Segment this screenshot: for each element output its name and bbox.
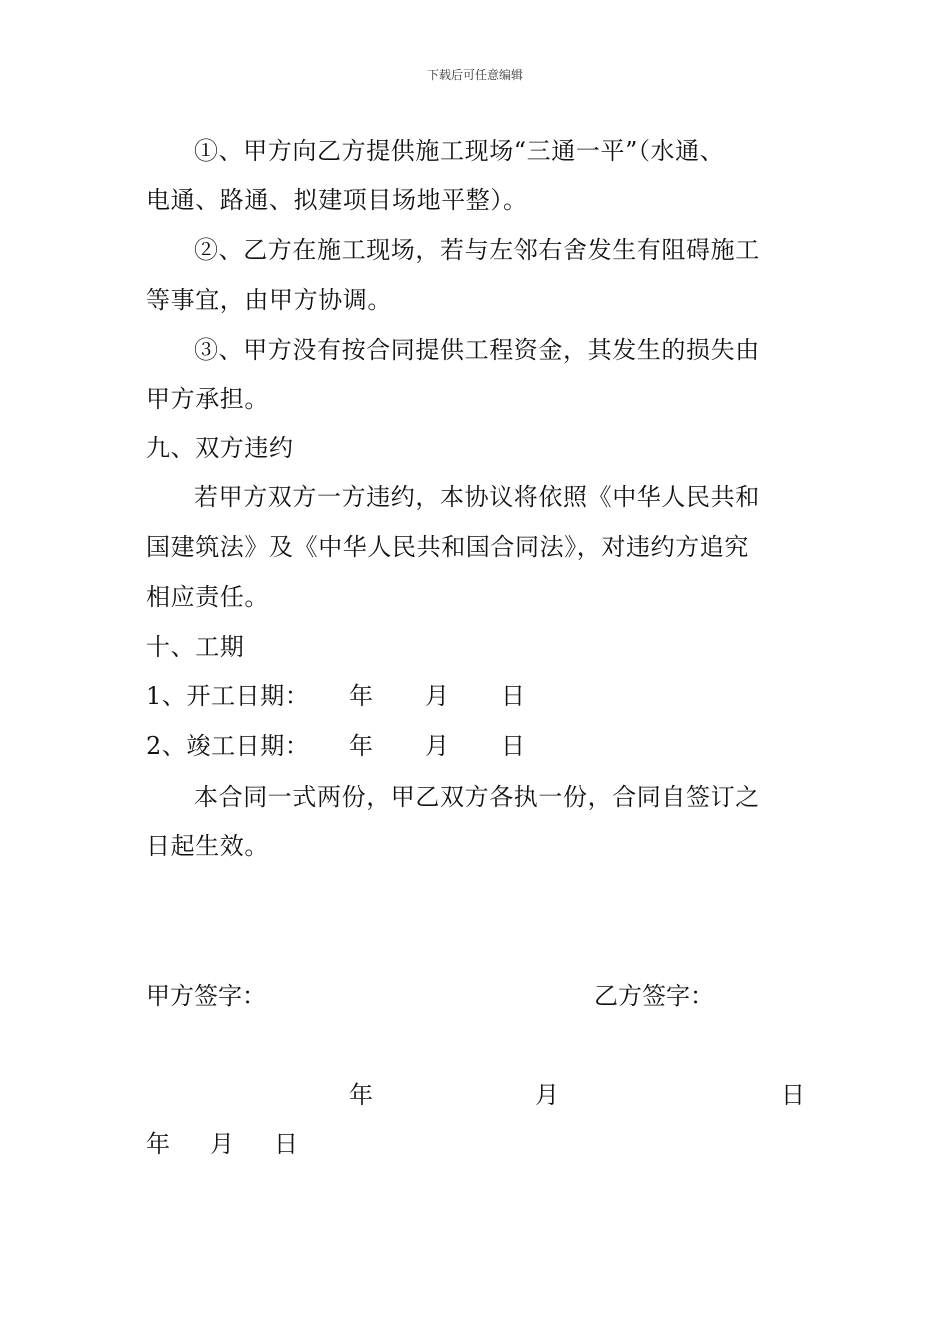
clause-1-line-2: 电通、路通、拟建项目场地平整）。	[146, 186, 528, 214]
party-a-signature-label: 甲方签字：	[146, 982, 266, 1010]
header-note: 下载后可任意编辑	[426, 68, 523, 82]
section-10-title: 十、工期	[146, 633, 245, 661]
end-date-day: 日	[501, 732, 525, 760]
clause-3-line-2: 甲方承担。	[146, 385, 269, 413]
end-date-month: 月	[425, 732, 449, 760]
party-b-date-year: 年	[349, 1081, 373, 1109]
start-date-month: 月	[425, 682, 449, 710]
end-date-year: 年	[349, 732, 373, 760]
party-a-date-year: 年	[146, 1130, 170, 1158]
party-b-date-day: 日	[781, 1081, 805, 1109]
clause-2-line-1: ②、乙方在施工现场，若与左邻右舍发生有阻碍施工	[194, 236, 760, 264]
party-b-signature-label: 乙方签字：	[594, 982, 714, 1010]
clause-3-line-1: ③、甲方没有按合同提供工程资金，其发生的损失由	[194, 336, 760, 364]
copies-line-2: 日起生效。	[146, 832, 269, 860]
clause-2-line-2: 等事宜，由甲方协调。	[146, 286, 392, 314]
copies-line-1: 本合同一式两份，甲乙双方各执一份，合同自签订之	[194, 783, 760, 811]
section-9-title: 九、双方违约	[146, 434, 294, 462]
clause-1-line-1: ①、甲方向乙方提供施工现场“三通一平”（水通、	[194, 137, 725, 165]
start-date-year: 年	[349, 682, 373, 710]
start-date-day: 日	[501, 682, 525, 710]
party-b-date-month: 月	[535, 1081, 559, 1109]
end-date-label: 2、竣工日期：	[146, 732, 310, 760]
start-date-label: 1、开工日期：	[146, 682, 310, 710]
breach-line-1: 若甲方双方一方违约，本协议将依照《中华人民共和	[194, 483, 760, 511]
breach-line-3: 相应责任。	[146, 583, 269, 611]
party-a-date-day: 日	[274, 1130, 298, 1158]
party-a-date-month: 月	[210, 1130, 234, 1158]
breach-line-2: 国建筑法》及《中华人民共和国合同法》，对违约方追究	[146, 533, 749, 561]
